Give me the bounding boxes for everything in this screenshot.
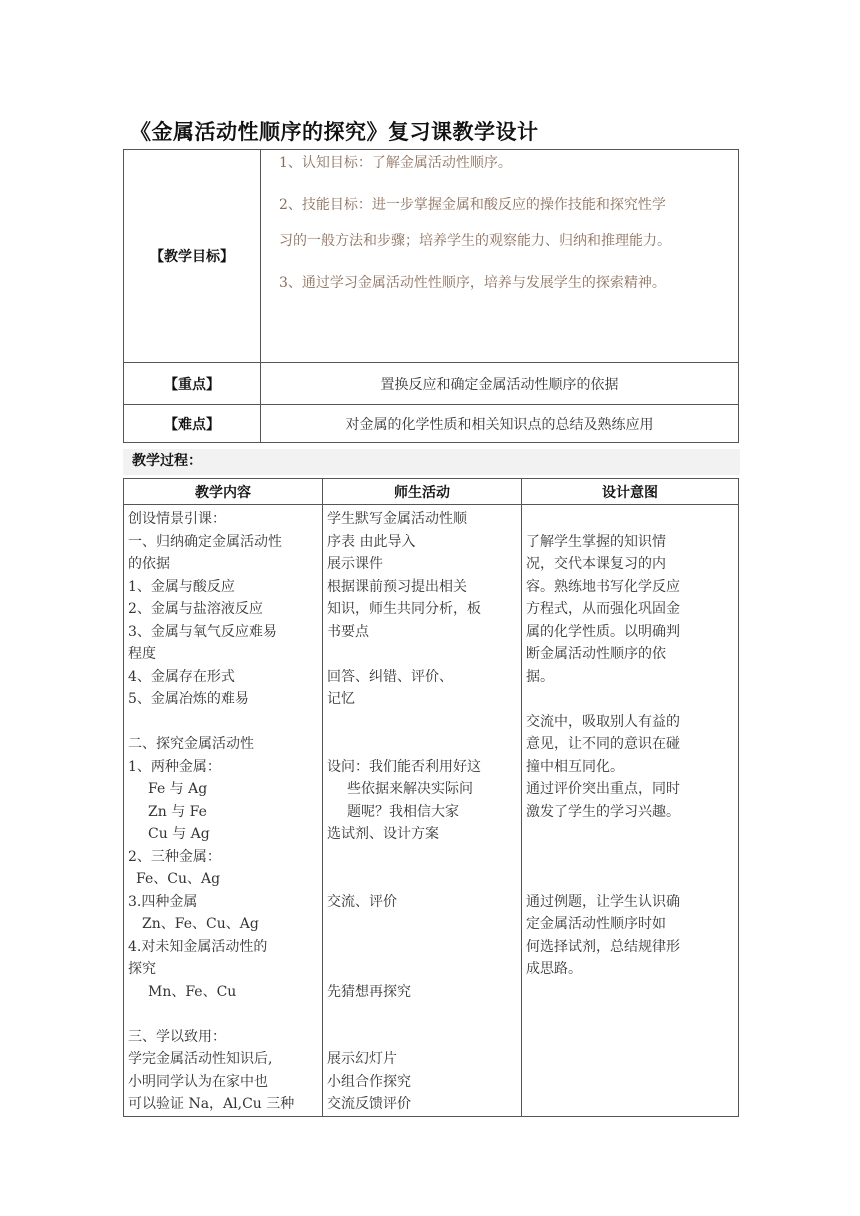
difficulty-value: 对金属的化学性质和相关知识点的总结及熟练应用 (261, 405, 739, 443)
content-line: Mn、Fe、Cu (148, 983, 237, 1000)
activity-line: 根据课前预习提出相关 (327, 578, 467, 595)
intent-line (526, 823, 734, 846)
intent-line: 况，交代本课复习的内 (526, 556, 666, 572)
intent-line: 撞中相互同化。 (526, 758, 624, 775)
intent-line: 交流中，吸取别人有益的 (526, 713, 680, 730)
activity-line (327, 936, 517, 959)
content-line: 4.对未知金属活动性的 (128, 938, 268, 955)
content-line: Fe 与 Ag (148, 781, 208, 797)
intent-line (526, 508, 734, 531)
content-line: 1、金属与酸反应 (128, 578, 235, 595)
intent-line: 何选择试剂，总结规律形 (526, 938, 680, 955)
difficulty-label: 【难点】 (124, 405, 261, 443)
intent-line: 通过评价突出重点，同时 (526, 781, 680, 797)
content-line: 1、两种金属： (128, 758, 221, 775)
activity-line (327, 868, 517, 891)
activity-line (327, 846, 517, 869)
header-activity: 师生活动 (323, 479, 522, 505)
activity-line: 交流、评价 (327, 893, 397, 910)
content-line: 可以验证 Na，Al,Cu 三种 (128, 1096, 295, 1112)
content-line: 程度 (128, 646, 156, 662)
content-line: Zn、Fe、Cu、Ag (142, 916, 259, 932)
intent-line: 据。 (526, 668, 554, 685)
goal-2: 2、技能目标：进一步掌握金属和酸反应的操作技能和探究性学 (279, 197, 666, 213)
content-line: 2、三种金属： (128, 848, 221, 865)
content-line: Cu 与 Ag (148, 826, 210, 842)
content-line: 三、学以致用： (128, 1028, 226, 1045)
activity-line: 知识，师生共同分析，板 (327, 601, 481, 617)
content-line: Fe、Cu、Ag (136, 871, 221, 887)
activity-line: 记忆 (327, 691, 355, 707)
goals-cell (261, 150, 739, 363)
activity-line: 回答、纠错、评价、 (327, 668, 453, 685)
content-line: 2、金属与盐溶液反应 (128, 601, 263, 617)
key-label: 【重点】 (124, 363, 261, 405)
header-content: 教学内容 (124, 479, 323, 505)
content-line: 3.四种金属 (128, 893, 198, 910)
goals-label: 【教学目标】 (124, 150, 261, 363)
intent-line: 定金属活动性顺序时如 (526, 916, 666, 932)
intent-line: 激发了学生的学习兴趣。 (526, 803, 680, 820)
activity-line (327, 1003, 517, 1026)
content-line: 的依据 (128, 556, 170, 572)
activity-line: 些依据来解决实际问 (347, 781, 473, 797)
content-cell (124, 505, 323, 1117)
content-line: 二、探究金属活动性 (128, 736, 254, 752)
content-line: 探究 (128, 961, 156, 977)
intent-line: 意见，让不同的意识在碰 (526, 736, 680, 752)
process-heading: 教学过程： (123, 449, 740, 475)
content-line (128, 1003, 318, 1026)
content-line: 4、金属存在形式 (128, 668, 235, 685)
activity-line: 序表 由此导入 (327, 533, 416, 550)
goal-3: 3、通过学习金属活动性性顺序，培养与发展学生的探索精神。 (279, 275, 666, 291)
intent-line: 了解学生掌握的知识情 (526, 533, 666, 550)
intent-line (526, 868, 734, 891)
activity-line (327, 913, 517, 936)
activity-line: 题呢？我相信大家 (347, 803, 459, 820)
goal-2-cont: 习的一般方法和步骤；培养学生的观察能力、归纳和推理能力。 (279, 233, 671, 249)
activity-line: 展示幻灯片 (327, 1051, 397, 1067)
intent-line: 断金属活动性顺序的依 (526, 646, 666, 662)
document-title: 《金属活动性顺序的探究》复习课教学设计 (130, 120, 539, 144)
activity-line: 选试剂、设计方案 (327, 826, 439, 842)
activity-line: 先猜想再探究 (327, 983, 411, 1000)
activity-line: 设问：我们能否利用好这 (327, 758, 481, 775)
activity-line: 学生默写金属活动性顺 (327, 511, 467, 527)
activity-line (327, 643, 517, 666)
content-line: 5、金属冶炼的难易 (128, 691, 249, 707)
intent-line: 容。熟练地书写化学反应 (526, 578, 680, 595)
objectives-table (123, 149, 739, 443)
content-line: 学完金属活动性知识后, (128, 1051, 273, 1067)
header-intent: 设计意图 (522, 479, 739, 505)
activity-line: 交流反馈评价 (327, 1096, 411, 1112)
intent-line (526, 846, 734, 869)
intent-line: 属的化学性质。以明确判 (526, 623, 680, 640)
activity-line (327, 733, 517, 756)
activity-cell (323, 505, 522, 1117)
content-line: 3、金属与氧气反应难易 (128, 623, 277, 640)
content-line: 一、归纳确定金属活动性 (128, 533, 282, 550)
process-table (123, 478, 739, 1117)
activity-line (327, 958, 517, 981)
intent-line: 通过例题，让学生认识确 (526, 893, 680, 910)
content-line: 小明同学认为在家中也 (128, 1073, 268, 1090)
goal-1: 1、认知目标：了解金属活动性顺序。 (279, 155, 512, 171)
activity-line: 小组合作探究 (327, 1073, 411, 1090)
content-line: 创设情景引课： (128, 511, 226, 527)
activity-line (327, 711, 517, 734)
activity-line (327, 1026, 517, 1049)
activity-line: 书要点 (327, 623, 369, 640)
intent-line: 成思路。 (526, 961, 582, 977)
key-value: 置换反应和确定金属活动性顺序的依据 (261, 363, 739, 405)
intent-line (526, 688, 734, 711)
content-line: Zn 与 Fe (148, 803, 207, 820)
intent-line: 方程式，从而强化巩固金 (526, 601, 680, 617)
activity-line: 展示课件 (327, 556, 383, 572)
content-line (128, 711, 318, 734)
intent-cell (522, 505, 739, 1117)
